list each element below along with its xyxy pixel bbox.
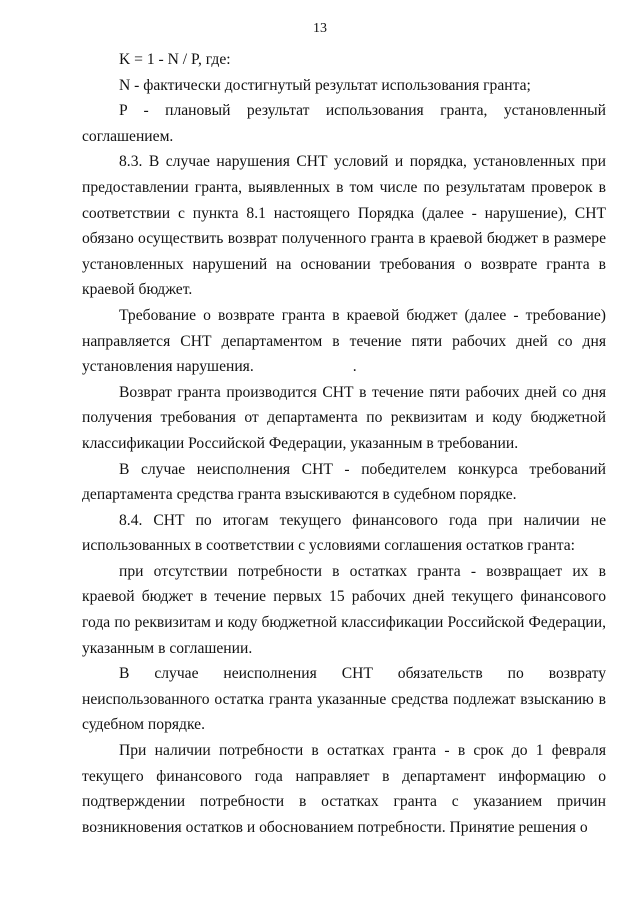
document-body xyxy=(82,47,606,840)
paragraph-non-fulfillment: В случае неисполнения СНТ - победителем конкурса требований департамента средства гранта взыскиваются в судебном порядке. xyxy=(82,460,606,504)
clause-8-4: 8.4. СНТ по итогам текущего финансового года при наличии не использованных в соответствии с условиями соглашения остатков гранта: xyxy=(82,511,606,555)
clause-8-3: 8.3. В случае нарушения СНТ условий и порядка, установленных при предоставлении гранта, выявленных в том числе по результатам проверок в соответствии с пункта 8.1 настоящего Порядка (далее - нарушение), СНТ обязано осуществить возврат полученного гранта в краевой бюджет в размере установленных нарушений на основании требования о возврате гранта в краевой бюджет. xyxy=(82,153,606,299)
definition-p: P - плановый результат использования гранта, установленный соглашением. xyxy=(82,102,606,145)
page-number: 13 xyxy=(313,21,327,36)
paragraph-return: Возврат гранта производится СНТ в течение пяти рабочих дней со дня получения требования от департамента по реквизитам и коду бюджетной классификации Российской Федерации, указанным в требовании. xyxy=(82,383,606,452)
paragraph-collection: В случае неисполнения СНТ обязательств по возврату неиспользованного остатка гранта указанные средства подлежат взысканию в судебном порядке. xyxy=(82,665,606,734)
stray-mark: . xyxy=(352,358,357,376)
paragraph-no-need: при отсутствии потребности в остатках гранта - возвращает их в краевой бюджет в течение первых 15 рабочих дней текущего финансового года по реквизитам и коду бюджетной классификации Российской Федерации, указанным в соглашении. xyxy=(82,562,606,657)
formula-line: K = 1 - N / P, где: xyxy=(119,51,231,68)
definition-n: N - фактически достигнутый результат использования гранта; xyxy=(119,76,531,94)
paragraph-requirement xyxy=(82,303,606,380)
paragraph-requirement-text: Требование о возврате гранта в краевой бюджет (далее - требование) направляется СНТ департаментом в течение пяти рабочих дней со дня установления нарушения. xyxy=(82,306,606,376)
paragraph-need: При наличии потребности в остатках гранта - в срок до 1 февраля текущего финансового года направляет в департамент информацию о подтверждении потребности в остатках гранта с указанием причин возникновения остатков и обоснованием потребности. Принятие решения о xyxy=(82,742,606,836)
